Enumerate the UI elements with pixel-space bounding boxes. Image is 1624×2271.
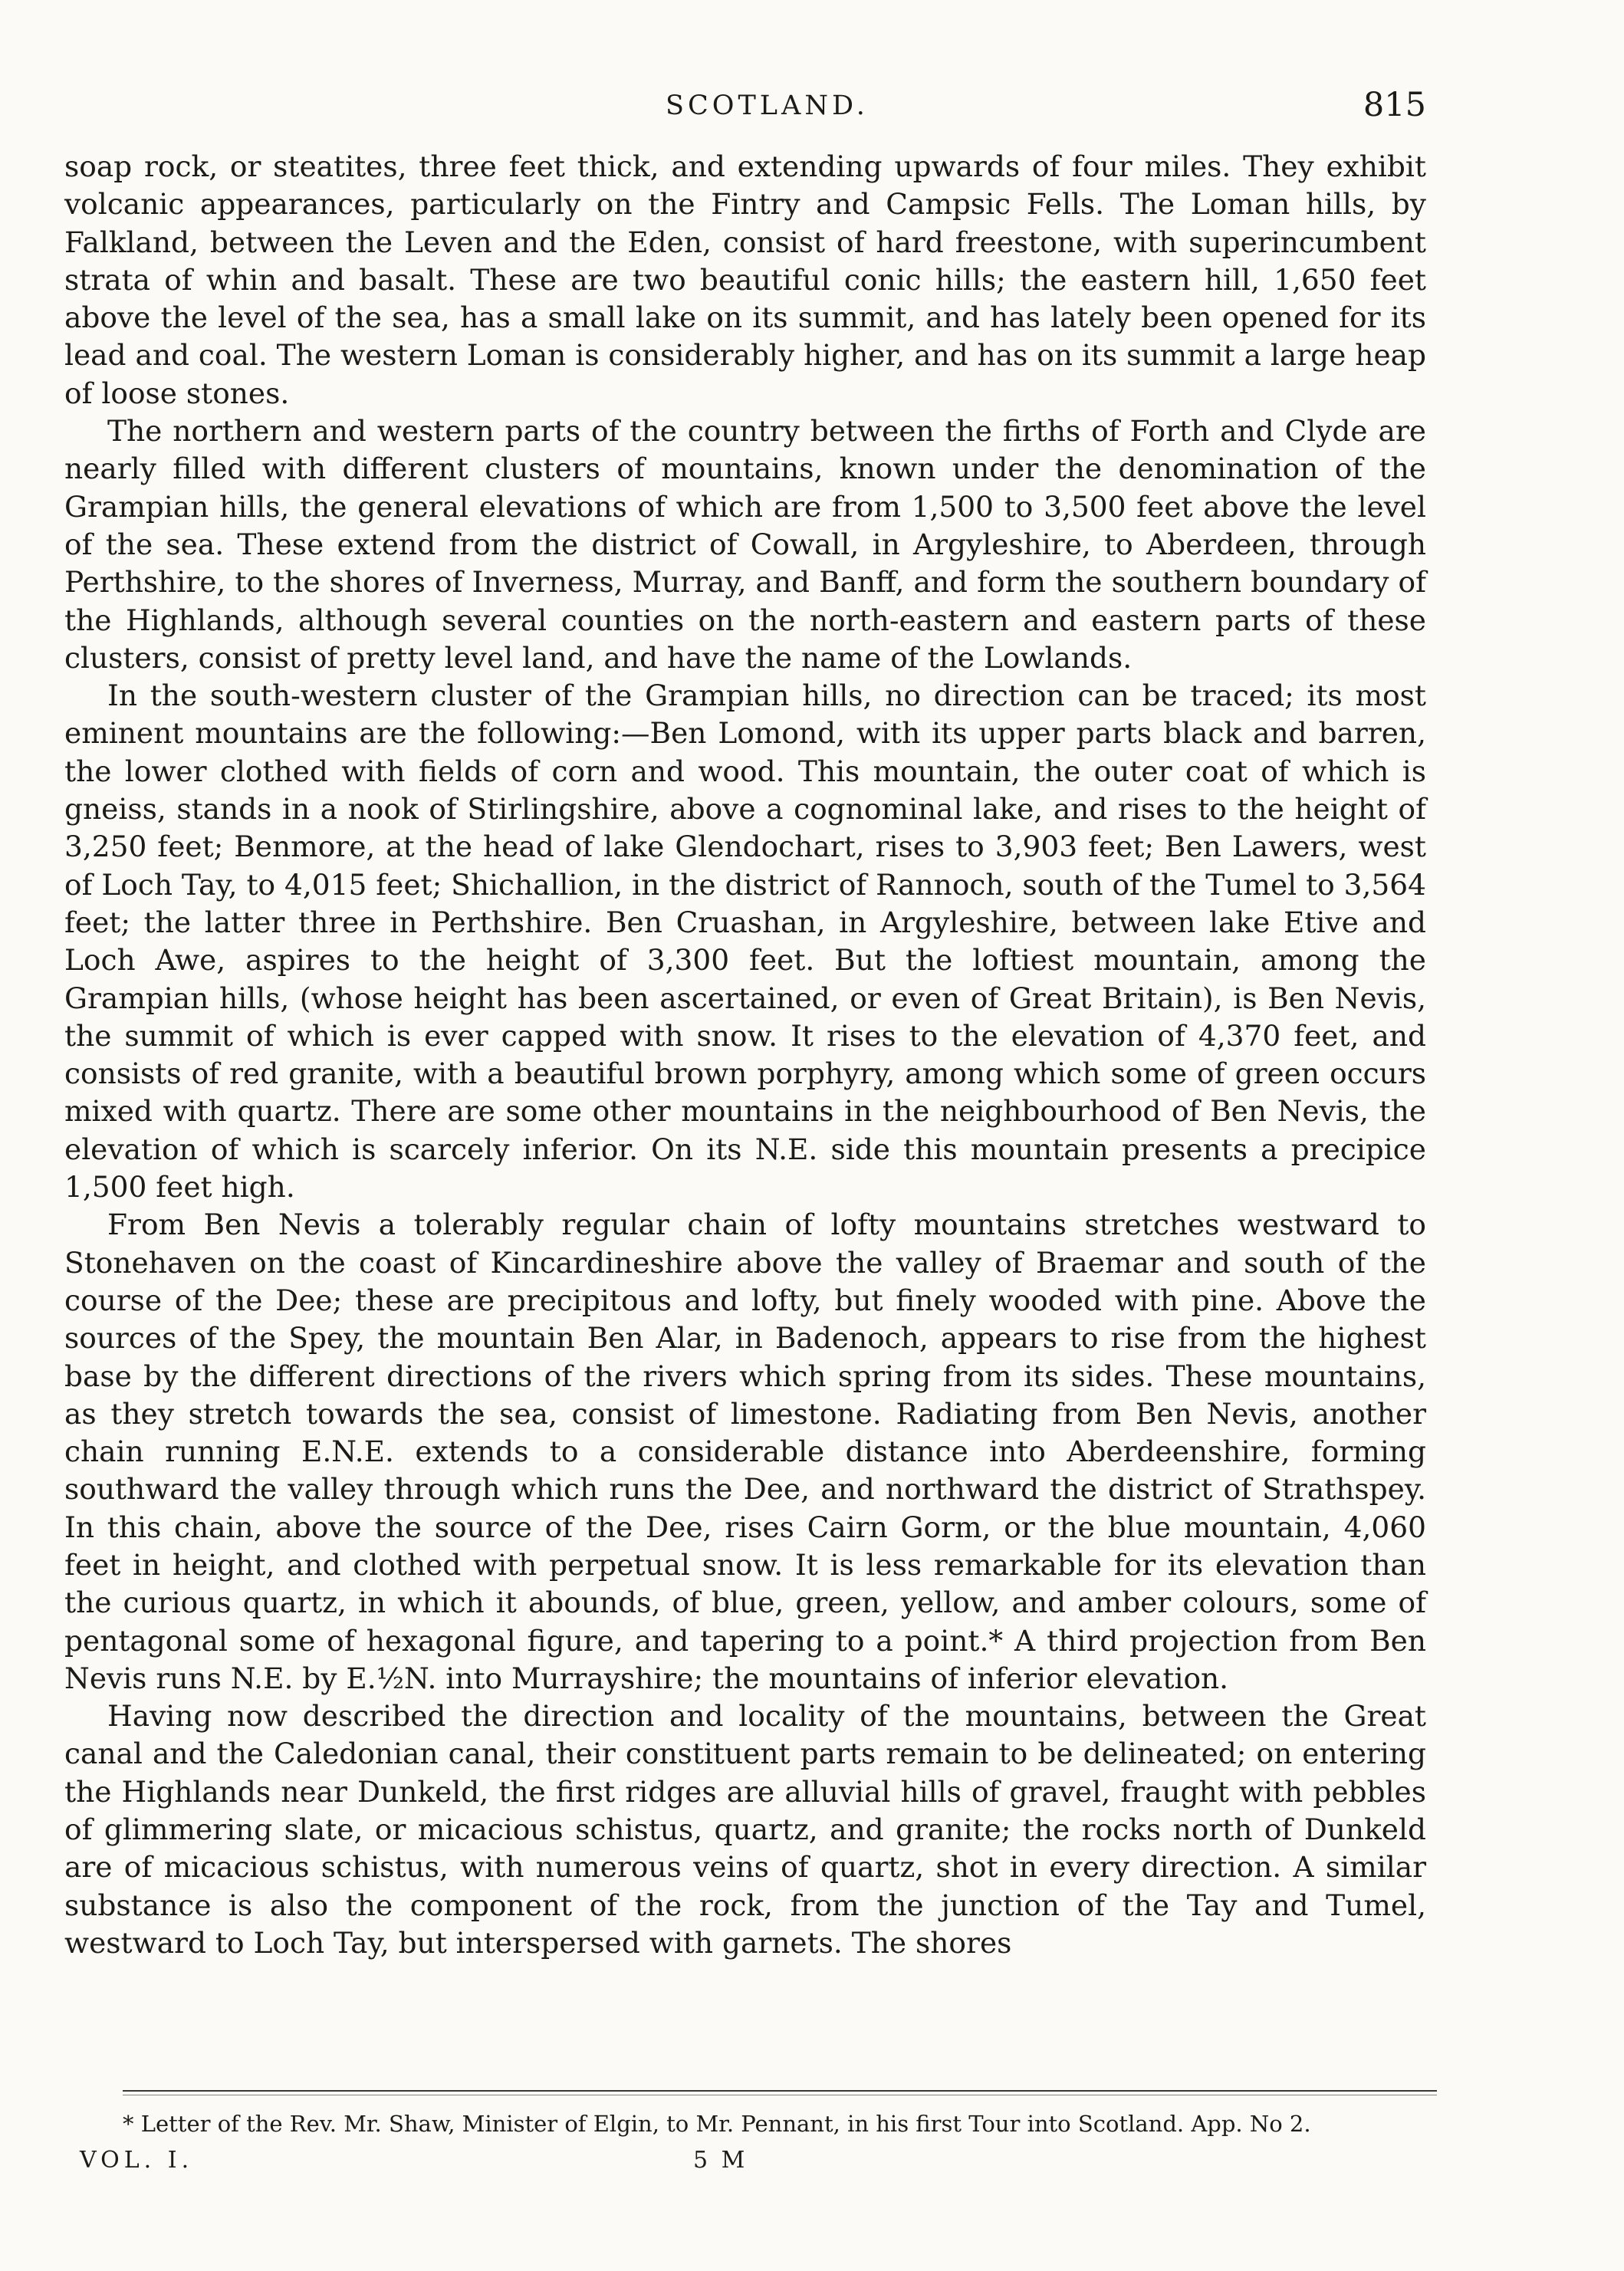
- page-number: 815: [1363, 86, 1426, 124]
- paragraph-5: Having now described the direction and locality of the mountains, between the Great canal and the Caledonian canal, their constituent parts remain to be delineated; on entering the Highlands near Dunkeld, the first ridges are alluvial hills of gravel, fraught with pebbles of glimmering slate, or micacious schistus, quartz, and granite; the rocks north of Dunkeld are of micacious schistus, with numerous veins of quartz, shot in every direction. A similar substance is also the component of the rock, from the junction of the Tay and Tumel, westward to Loch Tay, but interspersed with garnets. The shores: [64, 1699, 1426, 1960]
- footnote: * Letter of the Rev. Mr. Shaw, Minister of Elgin, to Mr. Pennant, in his first Tour into Scotland. App. No 2.: [123, 2111, 1311, 2137]
- paragraph-2: The northern and western parts of the country between the firths of Forth and Clyde are nearly filled with different clusters of mountains, known under the denomination of the Grampian hills, the general elevations of which are from 1,500 to 3,500 feet above the level of the sea. These extend from the district of Cowall, in Argyleshire, to Aberdeen, through Perthshire, to the shores of Inverness, Murray, and Banff, and form the southern boundary of the Highlands, although several counties on the north-eastern and eastern parts of these clusters, consist of pretty level land, and have the name of the Lowlands.: [64, 414, 1426, 675]
- running-title: SCOTLAND.: [666, 90, 869, 121]
- body-text: [64, 148, 1426, 1962]
- volume-mark: VOL. I.: [80, 2147, 194, 2174]
- running-head: [64, 86, 1426, 124]
- paragraph-1: soap rock, or steatites, three feet thick, and extending upwards of four miles. They exhibit volcanic appearances, particularly on the Fintry and Campsic Fells. The Loman hills, by Falkland, between the Leven and the Eden, consist of hard freestone, with superincumbent strata of whin and basalt. These are two beautiful conic hills; the eastern hill, 1,650 feet above the level of the sea, has a small lake on its summit, and has lately been opened for its lead and coal. The western Loman is considerably higher, and has on its summit a large heap of loose stones.: [64, 150, 1426, 410]
- paragraph-4: From Ben Nevis a tolerably regular chain of lofty mountains stretches westward to Stonehaven on the coast of Kincardineshire above the valley of Braemar and south of the course of the Dee; these are precipitous and lofty, but finely wooded with pine. Above the sources of the Spey, the mountain Ben Alar, in Badenoch, appears to rise from the highest base by the different directions of the rivers which spring from its sides. These mountains, as they stretch towards the sea, consist of limestone. Radiating from Ben Nevis, another chain running E.N.E. extends to a considerable distance into Aberdeenshire, forming southward the valley through which runs the Dee, and northward the district of Strathspey. In this chain, above the source of the Dee, rises Cairn Gorm, or the blue mountain, 4,060 feet in height, and clothed with perpetual snow. It is less remarkable for its elevation than the curious quartz, in which it abounds, of blue, green, yellow, and amber colours, some of pentagonal some of hexagonal figure, and tapering to a point.* A third projection from Ben Nevis runs N.E. by E.½N. into Murrayshire; the mountains of inferior elevation.: [64, 1208, 1426, 1695]
- footnote-rule: [123, 2090, 1437, 2092]
- sheet-signature: 5 M: [693, 2147, 748, 2174]
- paragraph-3: In the south-western cluster of the Grampian hills, no direction can be traced; its most eminent mountains are the following:—Ben Lomond, with its upper parts black and barren, the lower clothed with fields of corn and wood. This mountain, the outer coat of which is gneiss, stands in a nook of Stirlingshire, above a cognominal lake, and rises to the height of 3,250 feet; Benmore, at the head of lake Glendochart, rises to 3,903 feet; Ben Lawers, west of Loch Tay, to 4,015 feet; Shichallion, in the district of Rannoch, south of the Tumel to 3,564 feet; the latter three in Perthshire. Ben Cruashan, in Argyleshire, between lake Etive and Loch Awe, aspires to the height of 3,300 feet. But the loftiest mountain, among the Grampian hills, (whose height has been ascertained, or even of Great Britain), is Ben Nevis, the summit of which is ever capped with snow. It rises to the elevation of 4,370 feet, and consists of red granite, with a beautiful brown porphyry, among which some of green occurs mixed with quartz. There are some other mountains in the neighbourhood of Ben Nevis, the elevation of which is scarcely inferior. On its N.E. side this mountain presents a precipice 1,500 feet high.: [64, 679, 1426, 1205]
- signature-line: [80, 2147, 1383, 2177]
